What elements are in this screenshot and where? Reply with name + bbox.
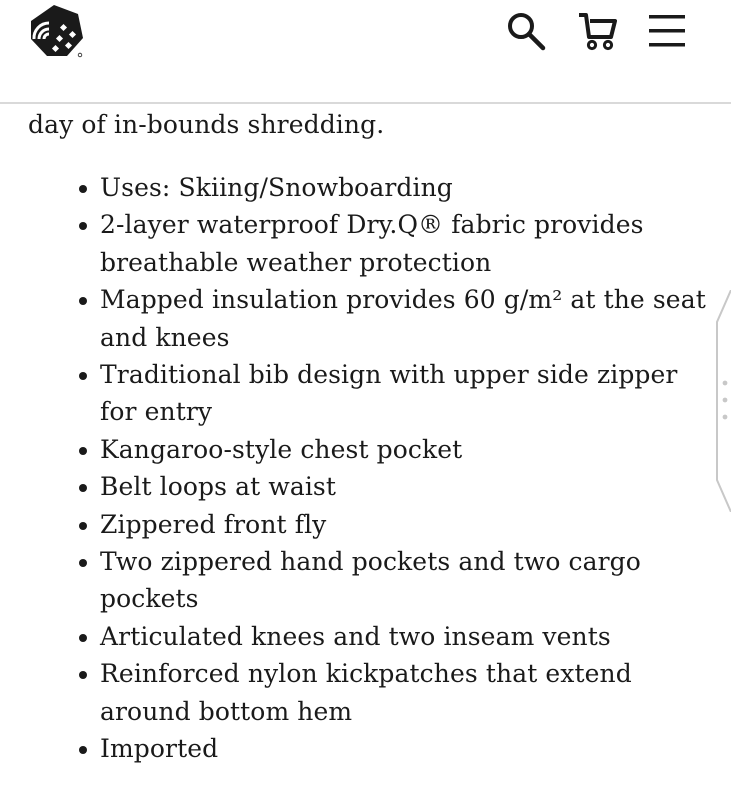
feature-item: [28, 169, 708, 206]
feature-item: [28, 730, 708, 767]
feature-text: Imported: [100, 734, 219, 764]
feature-text: Kangaroo-style chest pocket: [100, 434, 463, 464]
feature-item: [28, 356, 708, 431]
menu-icon[interactable]: [646, 10, 688, 52]
feature-text: Zippered front fly: [100, 509, 327, 539]
feature-item: [28, 506, 708, 543]
search-icon[interactable]: [505, 10, 547, 52]
feature-item: [28, 618, 708, 655]
brand-logo-graphic: [28, 4, 86, 60]
feature-text: Mapped insulation provides 60 g/m² at the seat and knees: [100, 285, 706, 352]
feature-text: Uses: Skiing/Snowboarding: [100, 173, 453, 202]
product-description: [28, 106, 708, 768]
feature-item: [28, 655, 708, 730]
feature-text: Two zippered hand pockets and two cargo pockets: [100, 547, 641, 614]
feature-item: [28, 543, 708, 618]
feature-item: [28, 206, 708, 281]
brand-logo-icon[interactable]: [28, 4, 86, 60]
feature-text: Articulated knees and two inseam vents: [100, 621, 611, 651]
feature-text: Traditional bib design with upper side zipper for entry: [100, 360, 678, 427]
site-header: [0, 0, 731, 104]
feature-text: 2-layer waterproof Dry.Q® fabric provides breathable weather protection: [100, 210, 644, 277]
feature-text: Reinforced nylon kickpatches that extend around bottom hem: [100, 659, 632, 726]
feature-item: [28, 468, 708, 505]
feature-list: [28, 169, 708, 768]
feature-item: [28, 281, 708, 356]
feature-item: [28, 431, 708, 468]
side-panel-handle[interactable]: [716, 290, 731, 512]
feature-text: Belt loops at waist: [100, 472, 337, 502]
cart-icon[interactable]: [576, 10, 618, 52]
description-intro: day of in-bounds shredding.: [28, 110, 385, 139]
